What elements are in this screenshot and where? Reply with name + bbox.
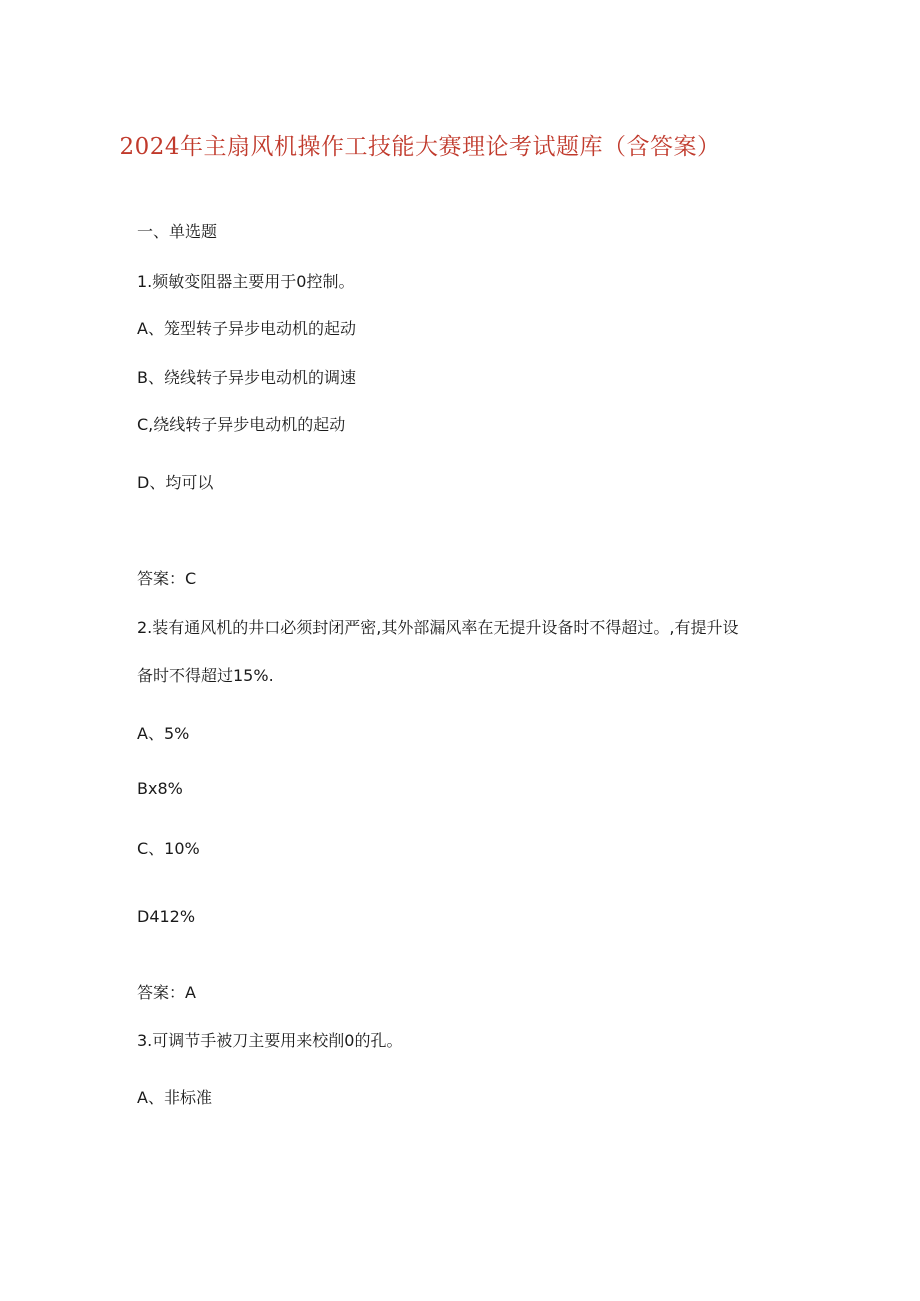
question-3-stem: 3.可调节手被刀主要用来校削0的孔。 (137, 1031, 403, 1050)
question-1-option-a: A、笼型转子异步电动机的起动 (137, 319, 356, 338)
section-heading: 一、单选题 (137, 222, 218, 241)
question-2-answer: 答案：A (137, 983, 196, 1002)
question-3-option-a: A、非标准 (137, 1088, 212, 1107)
question-2-stem-line-2: 备时不得超过15%. (137, 666, 274, 685)
document-title: 2024年主扇风机操作工技能大赛理论考试题库（含答案） (119, 134, 721, 160)
question-2-stem-line-1: 2.装有通风机的井口必须封闭严密,其外部漏风率在无提升设备时不得超过。,有提升设 (137, 618, 739, 637)
question-1-option-b: B、绕线转子异步电动机的调速 (137, 368, 356, 387)
question-1-option-c: C,绕线转子异步电动机的起动 (137, 415, 346, 434)
question-2-option-a: A、5% (137, 724, 190, 743)
question-1-answer: 答案：C (137, 569, 197, 588)
question-2-option-c: C、10% (137, 839, 200, 858)
question-1-option-d: D、均可以 (137, 473, 214, 492)
question-1-stem: 1.频敏变阻器主要用于0控制。 (137, 272, 355, 291)
question-2-option-b: Bx8% (137, 779, 183, 798)
question-2-option-d: D412% (137, 907, 196, 926)
